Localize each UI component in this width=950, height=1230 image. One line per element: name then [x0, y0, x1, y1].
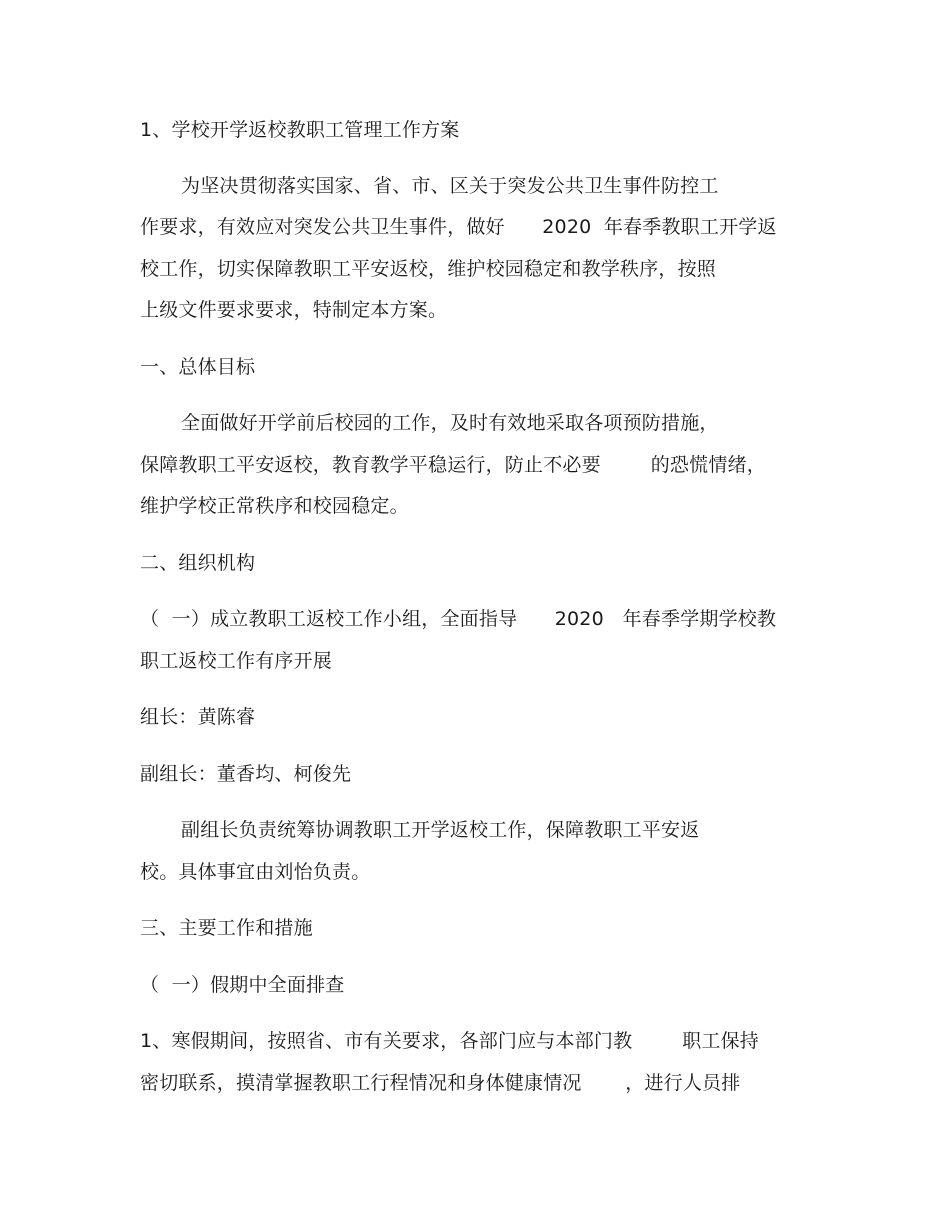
paragraph-line: 校。具体事宜由刘怡负责。	[140, 861, 371, 883]
leader-line: 组长：黄陈睿	[140, 706, 256, 728]
section-heading: 三、主要工作和措施	[140, 917, 313, 939]
subsection-line: （ 一）成立教职工返校工作小组，全面指导 2020 年春季学期学校教	[140, 608, 777, 630]
section-heading: 一、总体目标	[140, 356, 256, 378]
subsection-line: （ 一）假期中全面排查	[140, 974, 345, 996]
subsection-line: 职工返校工作有序开展	[140, 650, 333, 672]
deputy-line: 副组长：董香均、柯俊先	[140, 763, 352, 785]
paragraph-line: 副组长负责统筹协调教职工开学返校工作，保障教职工平安返	[181, 819, 700, 841]
section-heading: 二、组织机构	[140, 552, 256, 574]
paragraph-line: 1、寒假期间，按照省、市有关要求，各部门应与本部门教 职工保持	[140, 1030, 760, 1052]
intro-line: 上级文件要求要求，特制定本方案。	[140, 299, 448, 321]
paragraph-line: 维护学校正常秩序和校园稳定。	[140, 495, 409, 517]
intro-line: 校工作，切实保障教职工平安返校，维护校园稳定和教学秩序，按照	[140, 258, 717, 280]
paragraph-line: 密切联系，摸清掌握教职工行程情况和身体健康情况 ，进行人员排	[140, 1072, 741, 1094]
paragraph-line: 保障教职工平安返校，教育教学平稳运行，防止不必要 的恐慌情绪，	[140, 454, 766, 476]
document-title: 1、学校开学返校教职工管理工作方案	[140, 119, 460, 141]
intro-line: 作要求，有效应对突发公共卫生事件，做好 2020 年春季教职工开学返	[140, 216, 777, 238]
intro-line: 为坚决贯彻落实国家、省、市、区关于突发公共卫生事件防控工	[181, 175, 719, 197]
paragraph-line: 全面做好开学前后校园的工作，及时有效地采取各项预防措施，	[181, 412, 719, 434]
